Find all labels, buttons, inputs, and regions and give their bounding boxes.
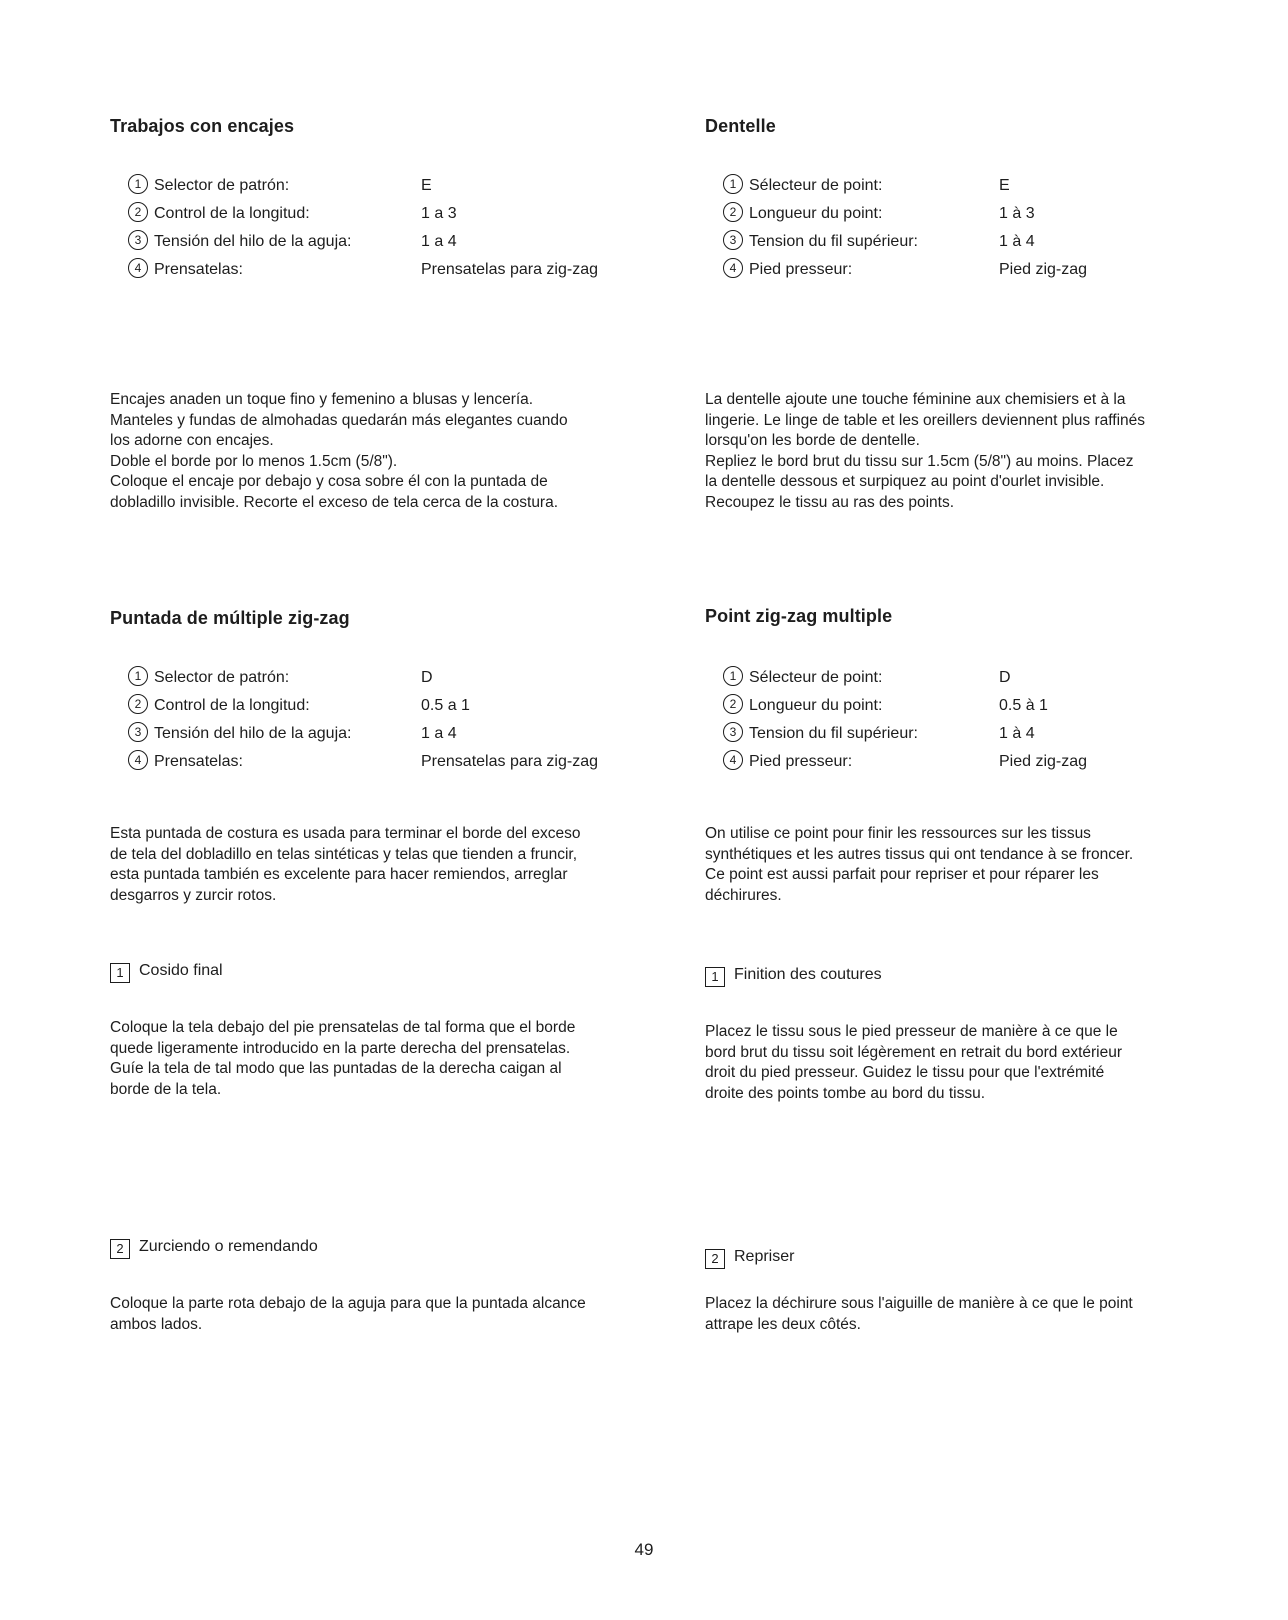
circled-number: 3: [128, 230, 148, 250]
body-line: Doble el borde por lo menos 1.5cm (5/8").: [110, 452, 398, 470]
multi-zigzag-body-fr: [705, 824, 1235, 906]
setting-row: [723, 720, 1243, 748]
darn-body-fr: [705, 1294, 1235, 1335]
setting-row: [128, 720, 648, 748]
setting-row: [723, 228, 1243, 256]
finish-heading-es: [110, 962, 223, 983]
body-line: déchirures.: [705, 886, 782, 904]
setting-label: Longueur du point:: [749, 205, 883, 222]
setting-value: Prensatelas para zig-zag: [421, 261, 598, 278]
body-line: Placez la déchirure sous l'aiguille de manière à ce que le point: [705, 1295, 1133, 1312]
finish-body-fr: [705, 1022, 1235, 1104]
setting-row: [128, 200, 648, 228]
body-line: Esta puntada de costura es usada para terminar el borde del exceso: [110, 825, 581, 842]
spanish-column: [110, 0, 650, 1620]
finish-body-es: [110, 1018, 640, 1100]
setting-label: Tension du fil supérieur:: [749, 233, 918, 250]
body-line: Ce point est aussi parfait pour repriser et pour réparer les: [705, 866, 1099, 883]
finish-heading-fr: [705, 966, 882, 987]
setting-value: Pied zig-zag: [999, 261, 1088, 278]
circled-number: 1: [723, 174, 743, 194]
setting-value: 1 à 3: [999, 205, 1035, 222]
sub-title: Cosido final: [139, 962, 223, 979]
setting-value: 1 a 4: [421, 233, 457, 250]
setting-label: Sélecteur de point:: [749, 669, 883, 686]
body-line: quede ligeramente introducido en la parte derecha del prensatelas.: [110, 1039, 571, 1057]
setting-row: [723, 172, 1243, 200]
body-line: La dentelle ajoute une touche féminine aux chemisiers et à la: [705, 391, 1126, 408]
setting-label: Tensión del hilo de la aguja:: [154, 233, 352, 250]
body-line: Manteles y fundas de almohadas quedarán más elegantes cuando: [110, 411, 568, 429]
circled-number: 4: [723, 258, 743, 278]
circled-number: 2: [723, 202, 743, 222]
setting-row: [723, 748, 1243, 776]
setting-row: [128, 748, 648, 776]
setting-value: Prensatelas para zig-zag: [421, 753, 598, 770]
setting-row: [128, 228, 648, 256]
lace-body-es: [110, 390, 640, 513]
setting-row: [128, 256, 648, 284]
setting-label: Prensatelas:: [154, 753, 243, 770]
body-line: synthétiques et les autres tissus qui ont tendance à se froncer.: [705, 845, 1134, 863]
body-line: droit du pied presseur. Guidez le tissu pour que l'extrémité: [705, 1064, 1105, 1081]
body-line: dobladillo invisible. Recorte el exceso de tela cerca de la costura.: [110, 493, 559, 511]
multi-zigzag-heading-fr: Point zig-zag multiple: [705, 606, 893, 626]
body-line: lorsqu'on les borde de dentelle.: [705, 432, 920, 449]
french-column: [705, 0, 1245, 1620]
setting-value: 1 a 3: [421, 205, 457, 222]
setting-label: Sélecteur de point:: [749, 177, 883, 194]
setting-value: E: [421, 177, 432, 194]
darn-heading-es: [110, 1238, 318, 1259]
multi-zigzag-settings-es: [128, 664, 648, 776]
lace-heading-fr: Dentelle: [705, 116, 776, 136]
circled-number: 2: [128, 202, 148, 222]
setting-value: D: [999, 669, 1011, 686]
setting-label: Control de la longitud:: [154, 697, 310, 714]
setting-value: 0.5 a 1: [421, 697, 470, 714]
body-line: ambos lados.: [110, 1315, 203, 1333]
circled-number: 2: [128, 694, 148, 714]
setting-label: Selector de patrón:: [154, 669, 290, 686]
setting-label: Tension du fil supérieur:: [749, 725, 918, 742]
boxed-number: 2: [705, 1249, 725, 1269]
setting-label: Tensión del hilo de la aguja:: [154, 725, 352, 742]
setting-value: E: [999, 177, 1010, 194]
sub-title: Finition des coutures: [734, 966, 882, 983]
setting-label: Selector de patrón:: [154, 177, 290, 194]
sub-title: Repriser: [734, 1248, 795, 1265]
setting-row: [723, 256, 1243, 284]
multi-zigzag-settings-fr: [723, 664, 1243, 776]
setting-row: [128, 172, 648, 200]
setting-value: D: [421, 669, 433, 686]
circled-number: 2: [723, 694, 743, 714]
body-line: Coloque el encaje por debajo y cosa sobre él con la puntada de: [110, 473, 548, 490]
circled-number: 4: [128, 750, 148, 770]
setting-row: [723, 692, 1243, 720]
body-line: Coloque la tela debajo del pie prensatelas de tal forma que el borde: [110, 1019, 576, 1036]
body-line: On utilise ce point pour finir les ressources sur les tissus: [705, 825, 1091, 842]
circled-number: 4: [723, 750, 743, 770]
circled-number: 1: [128, 174, 148, 194]
circled-number: 3: [128, 722, 148, 742]
darn-body-es: [110, 1294, 640, 1335]
setting-value: 1 a 4: [421, 725, 457, 742]
setting-row: [128, 664, 648, 692]
sub-title: Zurciendo o remendando: [139, 1238, 318, 1255]
body-line: bord brut du tissu soit légèrement en retrait du bord extérieur: [705, 1043, 1123, 1061]
circled-number: 4: [128, 258, 148, 278]
setting-row: [723, 664, 1243, 692]
body-line: los adorne con encajes.: [110, 432, 274, 449]
body-line: lingerie. Le linge de table et les oreillers deviennent plus raffinés: [705, 411, 1146, 429]
body-line: Guíe la tela de tal modo que las puntadas de la derecha caigan al: [110, 1060, 562, 1077]
body-line: Encajes anaden un toque fino y femenino a blusas y lencería.: [110, 391, 534, 408]
body-line: attrape les deux côtés.: [705, 1315, 861, 1333]
setting-value: 1 à 4: [999, 233, 1035, 250]
setting-label: Longueur du point:: [749, 697, 883, 714]
body-line: desgarros y zurcir rotos.: [110, 886, 277, 904]
lace-settings-fr: [723, 172, 1243, 284]
setting-label: Prensatelas:: [154, 261, 243, 278]
body-line: la dentelle dessous et surpiquez au point d'ourlet invisible.: [705, 473, 1105, 490]
boxed-number: 1: [110, 963, 130, 983]
body-line: borde de la tela.: [110, 1080, 222, 1098]
multi-zigzag-body-es: [110, 824, 640, 906]
setting-row: [723, 200, 1243, 228]
darn-heading-fr: [705, 1248, 794, 1269]
setting-value: 1 à 4: [999, 725, 1035, 742]
body-line: Repliez le bord brut du tissu sur 1.5cm (5/8") au moins. Placez: [705, 452, 1134, 470]
circled-number: 1: [128, 666, 148, 686]
setting-value: Pied zig-zag: [999, 753, 1088, 770]
body-line: esta puntada también es excelente para hacer remiendos, arreglar: [110, 866, 568, 883]
boxed-number: 2: [110, 1239, 130, 1259]
boxed-number: 1: [705, 967, 725, 987]
lace-heading-es: Trabajos con encajes: [110, 116, 295, 136]
setting-label: Control de la longitud:: [154, 205, 310, 222]
lace-body-fr: [705, 390, 1235, 513]
page-number: 49: [634, 1540, 654, 1559]
circled-number: 3: [723, 722, 743, 742]
circled-number: 3: [723, 230, 743, 250]
setting-label: Pied presseur:: [749, 753, 853, 770]
body-line: Coloque la parte rota debajo de la aguja para que la puntada alcance: [110, 1295, 586, 1312]
setting-row: [128, 692, 648, 720]
body-line: droite des points tombe au bord du tissu.: [705, 1084, 986, 1102]
circled-number: 1: [723, 666, 743, 686]
setting-label: Pied presseur:: [749, 261, 853, 278]
body-line: Placez le tissu sous le pied presseur de manière à ce que le: [705, 1023, 1118, 1040]
setting-value: 0.5 à 1: [999, 697, 1048, 714]
lace-settings-es: [128, 172, 648, 284]
multi-zigzag-heading-es: Puntada de múltiple zig-zag: [110, 608, 350, 628]
body-line: Recoupez le tissu au ras des points.: [705, 493, 954, 511]
body-line: de tela del dobladillo en telas sintéticas y telas que tienden a fruncir,: [110, 845, 578, 863]
